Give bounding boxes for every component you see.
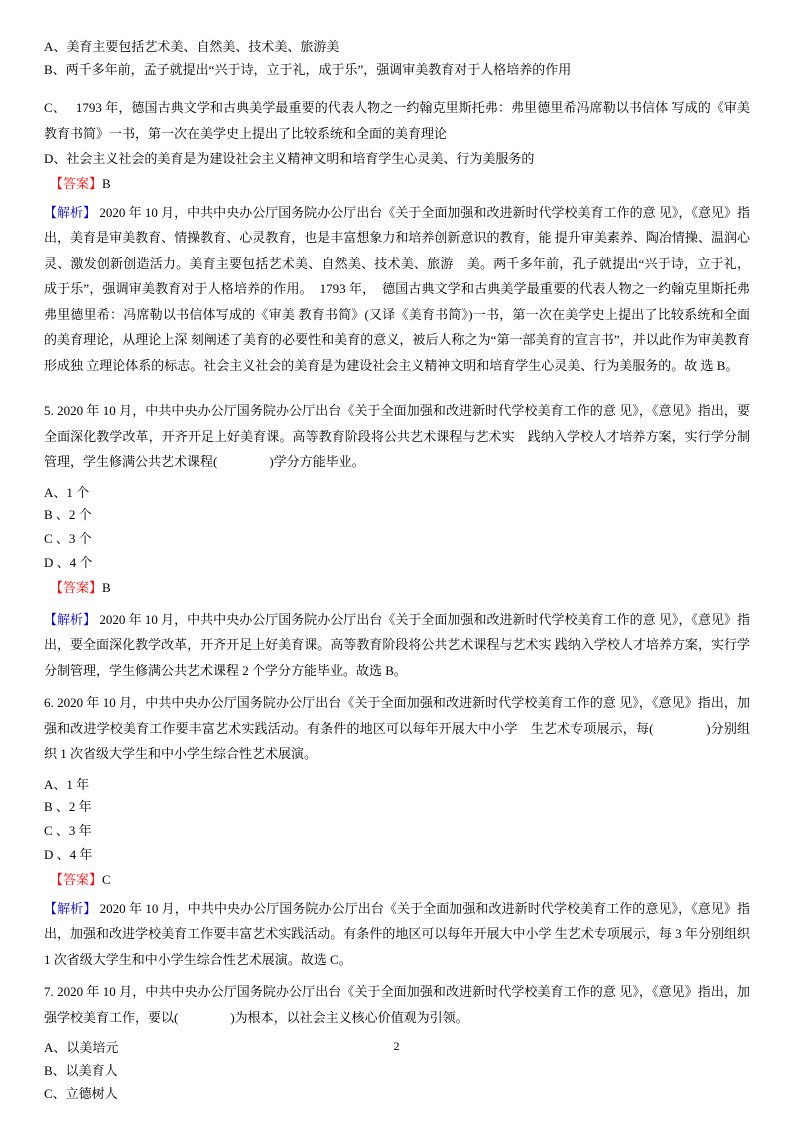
q5-answer-line [44,576,750,600]
q5-option-d: D 、4 个 [44,555,93,570]
answer-value: C [102,871,111,887]
q4-option-d: D、社会主义社会的美育是为建设社会主义精神文明和培育学生心灵美、行为美服务的 [44,151,535,166]
q6-answer-line [44,868,750,892]
spacer [44,1030,750,1037]
q5-option-c: C 、3 个 [44,530,92,546]
q4-option-a: A、美育主要包括艺术美、自然美、技术美、旅游美 [44,39,340,54]
analysis-body: 2020 年 10 月，中共中央办公厅国务院办公厅出台《关于全面加强和改进新时代学校美育工作的意见》，《意见》指出，加强和改进学校美育工作要丰富艺术实践活动。有条件的地区可以每年开展大中小学 生艺术专项展示，每 3 年分别组织 1 次省级大学生和中小学生综合性艺术展演。故选 C。 [44,900,754,967]
analysis-tag: 【解析】 [44,611,97,627]
q6-option-a: A、1 年 [44,776,90,792]
q7-option-c: C、立德树人 [44,1086,118,1101]
spacer [44,475,750,482]
q5-option-a: A、1 个 [44,484,90,500]
answer-tag: 【答案】 [50,871,103,887]
spacer [44,378,750,398]
q4-answer-line [44,172,750,196]
answer-value: B [102,175,111,191]
q6-option-b: B 、2 年 [44,799,92,814]
analysis-tag: 【解析】 [44,900,97,916]
answer-tag: 【答案】 [50,175,103,191]
spacer [44,972,750,979]
q6-option-c: C 、3 年 [44,822,92,838]
analysis-tag: 【解析】 [44,204,97,220]
answer-value: B [102,579,111,595]
spacer [44,81,750,95]
answer-tag: 【答案】 [50,579,103,595]
page-content [44,36,754,1107]
q7-option-a: A、以美培元 [44,1040,119,1055]
q7-stem: 7. 2020 年 10 月，中共中央办公厅国务院办公厅出台《关于全面加强和改进新时代学校美育工作的意 见》，《意见》指出，加强学校美育工作，要以( )为根本，以社会主义核心价值观为引领。 [44,984,750,1025]
q4-option-b: B、两千多年前，孟子就提出“兴于诗，立于礼，成于乐”，强调审美教育对于人格培养的作用 [44,61,572,77]
q5-analysis [44,607,750,684]
spacer [44,683,750,690]
q4-option-c: C、 1793 年，德国古典文学和古典美学最重要的代表人物之一约翰克里斯托弗：弗里德里希冯席勒以书信体 写成的《审美教育书简》一书，第一次在美学史上提出了比较系统和全面的美育理论 [44,100,750,141]
spacer [44,600,750,607]
analysis-body: 2020 年 10 月，中共中央办公厅国务院办公厅出台《关于全面加强和改进新时代学校美育工作的意 见》，《意见》指出，要全面深化教学改革，开齐开足上好美育课。高等教育阶段将公共艺术课程与艺术实 践纳入学校人才培养方案，实行学分制管理，学生修满公共艺术课程 2 个学分方能毕业。故选 B。 [44,611,750,678]
q5-option-b: B 、2 个 [44,507,92,522]
q4-analysis [44,200,750,379]
analysis-body: 2020 年 10 月，中共中央办公厅国务院办公厅出台《关于全面加强和改进新时代学校美育工作的意 见》，《意见》指出，美育是审美教育、情操教育、心灵教育，也是丰富想象力和培养创新意识的教育，能 提升审美素养、陶冶情操、温润心灵、激发创新创造活力。美育主要包括艺术美、自然美、技术美、旅游 美。两千多年前，孔子就提出“兴于诗，立于礼，成于乐”，强调审美教育对于人格培养的作用。 1793 年， 德国古典文学和古典美学最重要的代表人物之一约翰克里斯托弗弗里德里希：冯席勒以书信体写成的《审美 教育书简》(又译《美育书简》)一书，第一次在美学史上提出了比较系统和全面的美育理论，从理论上深 刻阐述了美育的必要性和美育的意义，被后人称之为“第一部美育的宣言书”，并以此作为审美教育形成独 立理论体系的标志。社会主义社会的美育是为建设社会主义精神文明和培育学生心灵美、行为美服务的。故 选 B。 [44,204,750,373]
q6-option-d: D 、4 年 [44,847,93,862]
page-number: 2 [393,1039,400,1053]
q7-option-b: B、以美育人 [44,1062,118,1078]
spacer [44,767,750,774]
q6-analysis [44,896,754,973]
q5-stem: 5. 2020 年 10 月，中共中央办公厅国务院办公厅出台《关于全面加强和改进新时代学校美育工作的意 见》，《意见》指出，要全面深化教学改革，开齐开足上好美育课。高等教育阶段将公共艺术课程与艺术实 践纳入学校人才培养方案，实行学分制管理，学生修满公共艺术课程( )学分方能毕业。 [44,403,750,469]
q6-stem: 6. 2020 年 10 月，中共中央办公厅国务院办公厅出台《关于全面加强和改进新时代学校美育工作的意 见》，《意见》指出，加强和改进学校美育工作要丰富艺术实践活动。有条件的地区可以每年开展大中小学 生艺术专项展示，每( )分别组织 1 次省级大学生和中小学生综合性艺术展演。 [44,695,750,761]
